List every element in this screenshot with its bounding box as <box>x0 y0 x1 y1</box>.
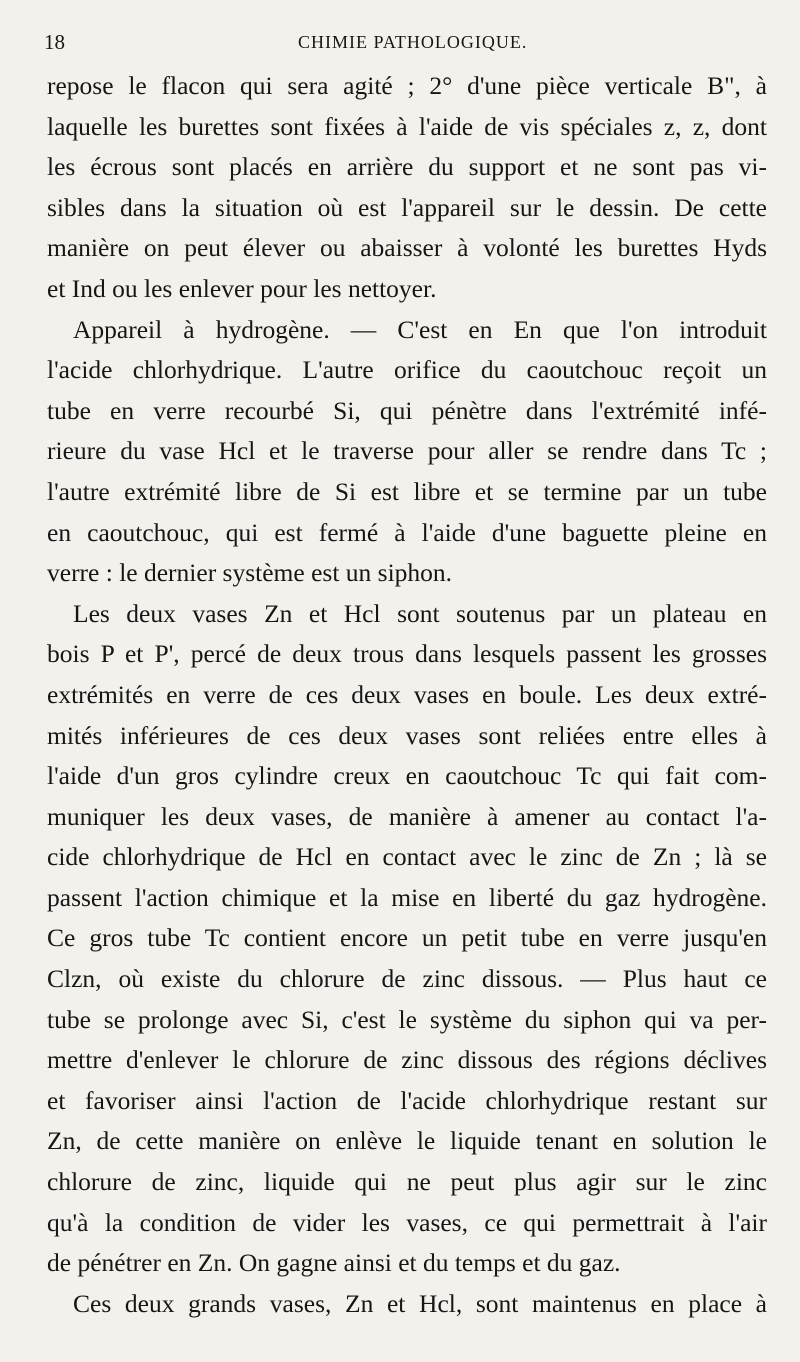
text-line: mettre d'enlever le chlorure de zinc dissous des régions déclives <box>47 1045 767 1075</box>
text-line: mités inférieures de ces deux vases sont reliées entre elles à <box>47 720 767 750</box>
text-line: muniquer les deux vases, de manière à amener au contact l'a- <box>47 801 767 831</box>
text-line: repose le flacon qui sera agité ; 2° d'une pièce verticale B", à <box>47 71 767 100</box>
text-line: cide chlorhydrique de Hcl en contact avec le zinc de Zn ; là se <box>47 842 767 872</box>
text-line: rieure du vase Hcl et le traverse pour aller se rendre dans Tc ; <box>47 436 767 466</box>
text-line: sibles dans la situation où est l'appareil sur le dessin. De cette <box>47 192 767 222</box>
text-line: chlorure de zinc, liquide qui ne peut plus agir sur le zinc <box>47 1167 767 1197</box>
text-line: de pénétrer en Zn. On gagne ainsi et du temps et du gaz. <box>47 1248 621 1278</box>
text-line: l'acide chlorhydrique. L'autre orifice du caoutchouc reçoit un <box>47 355 767 385</box>
text-line: laquelle les burettes sont fixées à l'aide de vis spéciales z, z, dont <box>47 111 767 141</box>
text-line: Ce gros tube Tc contient encore un petit tube en verre jusqu'en <box>47 923 767 953</box>
page-number: 18 <box>44 30 65 54</box>
text-line: en caoutchouc, qui est fermé à l'aide d'une baguette pleine en <box>47 517 767 547</box>
text-line: et Ind ou les enlever pour les nettoyer. <box>47 273 437 303</box>
text-line: l'autre extrémité libre de Si est libre et se termine par un tube <box>47 476 767 506</box>
body-text <box>47 66 767 1324</box>
running-title: CHIMIE PATHOLOGIQUE. <box>298 32 528 52</box>
text-line: Clzn, où existe du chlorure de zinc dissous. — Plus haut ce <box>47 964 767 994</box>
text-line: l'aide d'un gros cylindre creux en caoutchouc Tc qui fait com- <box>47 761 767 791</box>
text-line: extrémités en verre de ces deux vases en boule. Les deux extré- <box>47 679 767 709</box>
text-line: Zn, de cette manière on enlève le liquide tenant en solution le <box>47 1126 767 1156</box>
text-line: Appareil à hydrogène. — C'est en En que l'on introduit <box>73 314 767 344</box>
text-line: tube en verre recourbé Si, qui pénètre dans l'extrémité infé- <box>47 395 767 425</box>
text-line: qu'à la condition de vider les vases, ce qui permettrait à l'air <box>47 1207 767 1237</box>
text-line: manière on peut élever ou abaisser à volonté les burettes Hyds <box>47 233 767 263</box>
text-line: bois P et P', percé de deux trous dans lesquels passent les grosses <box>47 639 767 669</box>
text-line: Ces deux grands vases, Zn et Hcl, sont maintenus en place à <box>73 1288 767 1318</box>
page-header <box>0 30 800 60</box>
text-line: verre : le dernier système est un siphon. <box>47 558 453 588</box>
text-line: et favoriser ainsi l'action de l'acide chlorhydrique restant sur <box>47 1085 767 1115</box>
text-line: passent l'action chimique et la mise en liberté du gaz hydrogène. <box>47 882 767 912</box>
text-line: Les deux vases Zn et Hcl sont soutenus par un plateau en <box>73 598 767 628</box>
text-line: tube se prolonge avec Si, c'est le système du siphon qui va per- <box>47 1004 767 1034</box>
text-line: les écrous sont placés en arrière du support et ne sont pas vi- <box>47 152 767 182</box>
